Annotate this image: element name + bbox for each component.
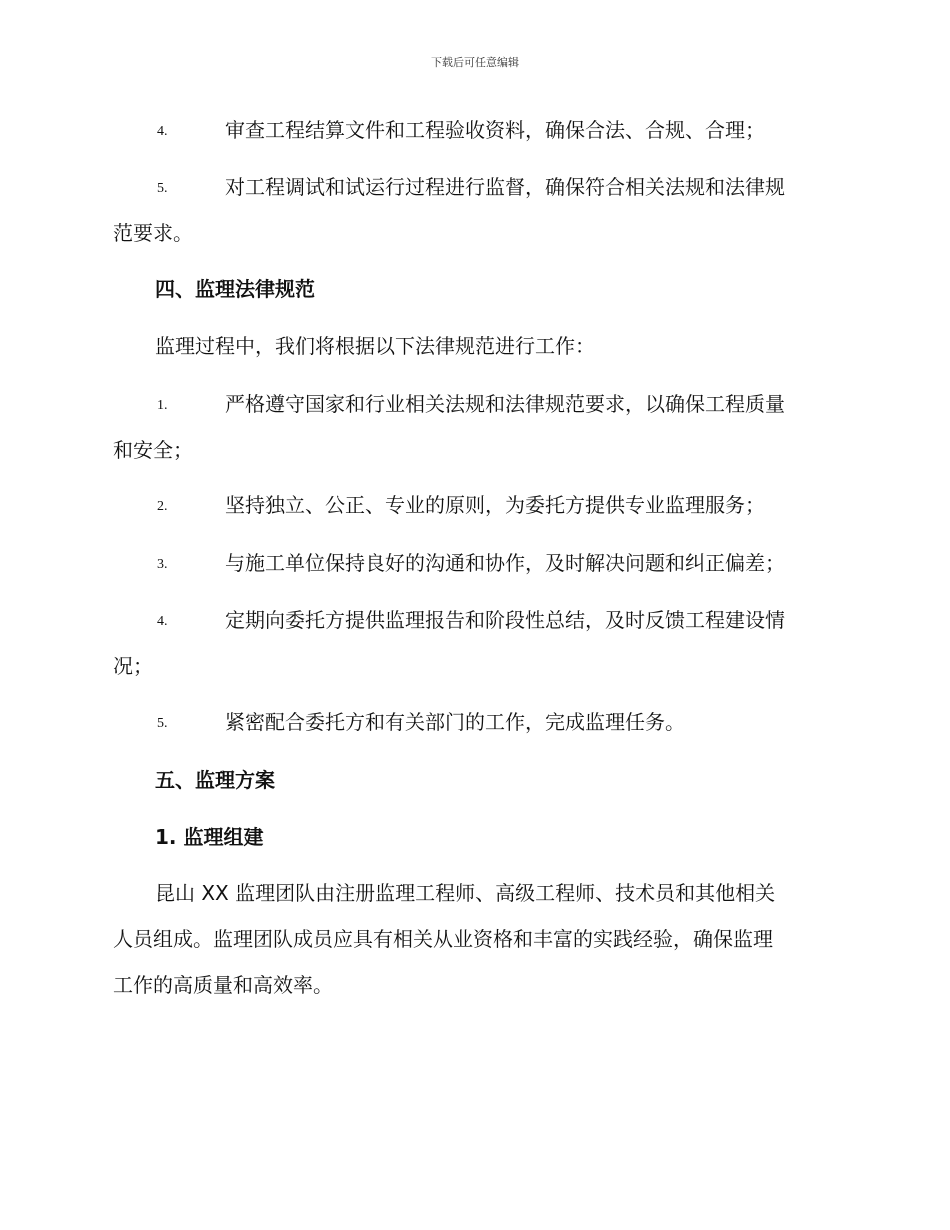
page-header: 下载后可任意编辑 xyxy=(431,56,519,69)
paragraph-line: 工作的高质量和高效率。 xyxy=(113,973,333,997)
list-item xyxy=(113,164,838,256)
list-text: 审查工程结算文件和工程验收资料，确保合法、合规、合理； xyxy=(225,118,765,142)
section-heading: 四、监理法律规范 xyxy=(155,277,315,301)
list-text-line: 和安全； xyxy=(113,438,193,462)
list-number: 4. xyxy=(157,614,168,629)
list-item xyxy=(113,540,838,586)
list-item xyxy=(113,482,838,528)
list-number: 4. xyxy=(157,124,168,139)
paragraph: 监理过程中，我们将根据以下法律规范进行工作： xyxy=(155,334,595,358)
list-text-line: 严格遵守国家和行业相关法规和法律规范要求，以确保工程质量 xyxy=(225,392,785,416)
list-number: 5. xyxy=(157,716,168,731)
paragraph xyxy=(113,870,838,1008)
list-text: 与施工单位保持良好的沟通和协作，及时解决问题和纠正偏差； xyxy=(225,551,785,575)
list-number: 5. xyxy=(157,181,168,196)
list-number: 2. xyxy=(157,499,168,514)
list-text-line: 况； xyxy=(113,654,153,678)
paragraph-line: 人员组成。监理团队成员应具有相关从业资格和丰富的实践经验，确保监理 xyxy=(113,927,773,951)
paragraph-line: 昆山 XX 监理团队由注册监理工程师、高级工程师、技术员和其他相关 xyxy=(155,881,776,905)
list-text-line: 范要求。 xyxy=(113,221,193,245)
list-item xyxy=(113,699,838,745)
list-number: 1. xyxy=(157,398,168,413)
section-heading: 五、监理方案 xyxy=(155,768,275,792)
list-item xyxy=(113,107,838,153)
list-number: 3. xyxy=(157,557,168,572)
list-text-line: 定期向委托方提供监理报告和阶段性总结，及时反馈工程建设情 xyxy=(225,608,785,632)
list-text: 坚持独立、公正、专业的原则，为委托方提供专业监理服务； xyxy=(225,493,765,517)
list-text: 紧密配合委托方和有关部门的工作，完成监理任务。 xyxy=(225,710,685,734)
list-text-line: 对工程调试和试运行过程进行监督，确保符合相关法规和法律规 xyxy=(225,175,785,199)
list-item xyxy=(113,597,838,689)
list-item xyxy=(113,381,838,473)
subsection-heading: 1. 监理组建 xyxy=(155,825,264,849)
